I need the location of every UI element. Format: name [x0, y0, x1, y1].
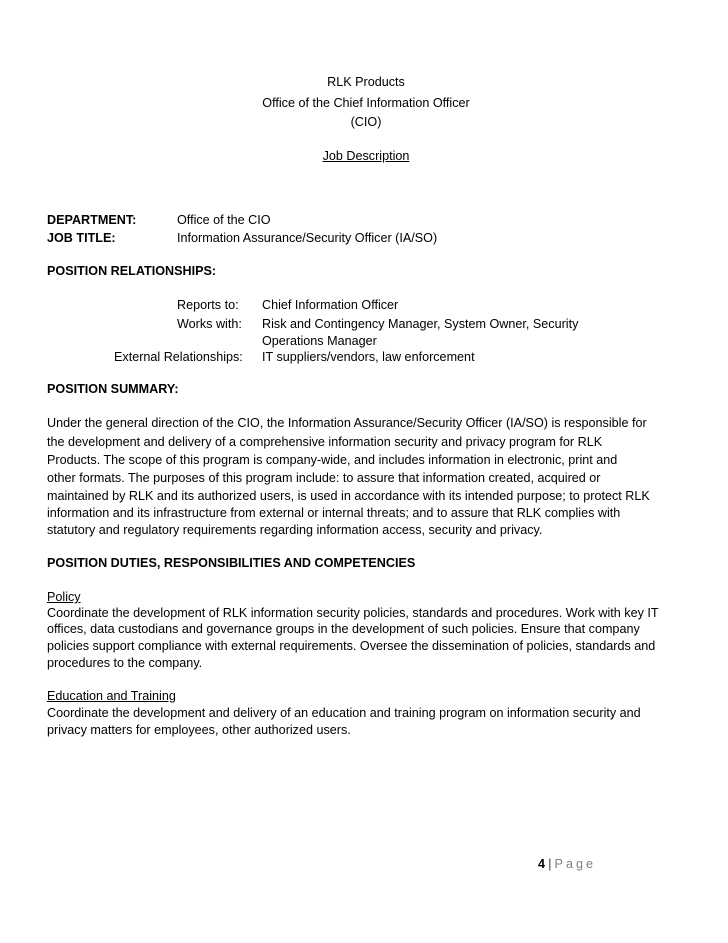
- reports-to-value: Chief Information Officer: [262, 298, 399, 312]
- summary-line: statutory and regulatory requirements regarding information access, security and privacy.: [47, 523, 543, 537]
- policy-line: policies support compliance with external requirements. Oversee the dissemination of policies, standards and: [47, 639, 656, 653]
- policy-line: offices, data custodians and governance groups in the development of such policies. Ensure that company: [47, 622, 640, 636]
- summary-line: maintained by RLK and its authorized users, is used in accordance with its intended purpose; to protect RLK: [47, 489, 650, 503]
- works-with-label: Works with:: [177, 317, 242, 331]
- duties-heading: POSITION DUTIES, RESPONSIBILITIES AND COMPETENCIES: [47, 556, 416, 570]
- summary-line: other formats. The purposes of this program include: to assure that information created, acquired or: [47, 471, 601, 485]
- doc-type-wrapper: [0, 148, 728, 166]
- department-value: Office of the CIO: [177, 213, 271, 227]
- department-label: DEPARTMENT:: [47, 213, 137, 227]
- summary-line: information and its infrastructure from external or internal threats; and to assure that RLK complies with: [47, 506, 621, 520]
- training-line: privacy matters for employees, other authorized users.: [47, 723, 351, 737]
- page-number: 4: [538, 857, 546, 871]
- summary-line: Under the general direction of the CIO, the Information Assurance/Security Officer (IA/SO) is responsible for: [47, 416, 647, 430]
- page-footer: [538, 856, 596, 874]
- relationships-heading: POSITION RELATIONSHIPS:: [47, 264, 217, 278]
- doc-type-title: Job Description: [322, 149, 410, 163]
- external-relationships-label: External Relationships:: [114, 350, 243, 364]
- policy-line: procedures to the company.: [47, 656, 203, 670]
- company-name: RLK Products: [327, 75, 405, 89]
- office-name: Office of the Chief Information Officer: [262, 96, 470, 110]
- summary-heading: POSITION SUMMARY:: [47, 382, 179, 396]
- office-abbrev: (CIO): [350, 115, 382, 129]
- summary-line: Products. The scope of this program is company-wide, and includes information in electronic, print and: [47, 453, 618, 467]
- job-title-label: JOB TITLE:: [47, 231, 116, 245]
- policy-line: Coordinate the development of RLK information security policies, standards and procedures. Work with key IT: [47, 606, 659, 620]
- reports-to-label: Reports to:: [177, 298, 239, 312]
- page-separator: |: [548, 857, 552, 871]
- works-with-value-line2: Operations Manager: [262, 334, 377, 348]
- summary-line: the development and delivery of a comprehensive information security and privacy program for RLK: [47, 435, 603, 449]
- works-with-value-line1: Risk and Contingency Manager, System Owner, Security: [262, 317, 579, 331]
- external-relationships-value: IT suppliers/vendors, law enforcement: [262, 350, 475, 364]
- policy-title: Policy: [47, 590, 81, 604]
- page-word: Page: [554, 857, 596, 871]
- training-title: Education and Training: [47, 689, 176, 703]
- job-title-value: Information Assurance/Security Officer (IA/SO): [177, 231, 438, 245]
- training-line: Coordinate the development and delivery of an education and training program on information security and: [47, 706, 641, 720]
